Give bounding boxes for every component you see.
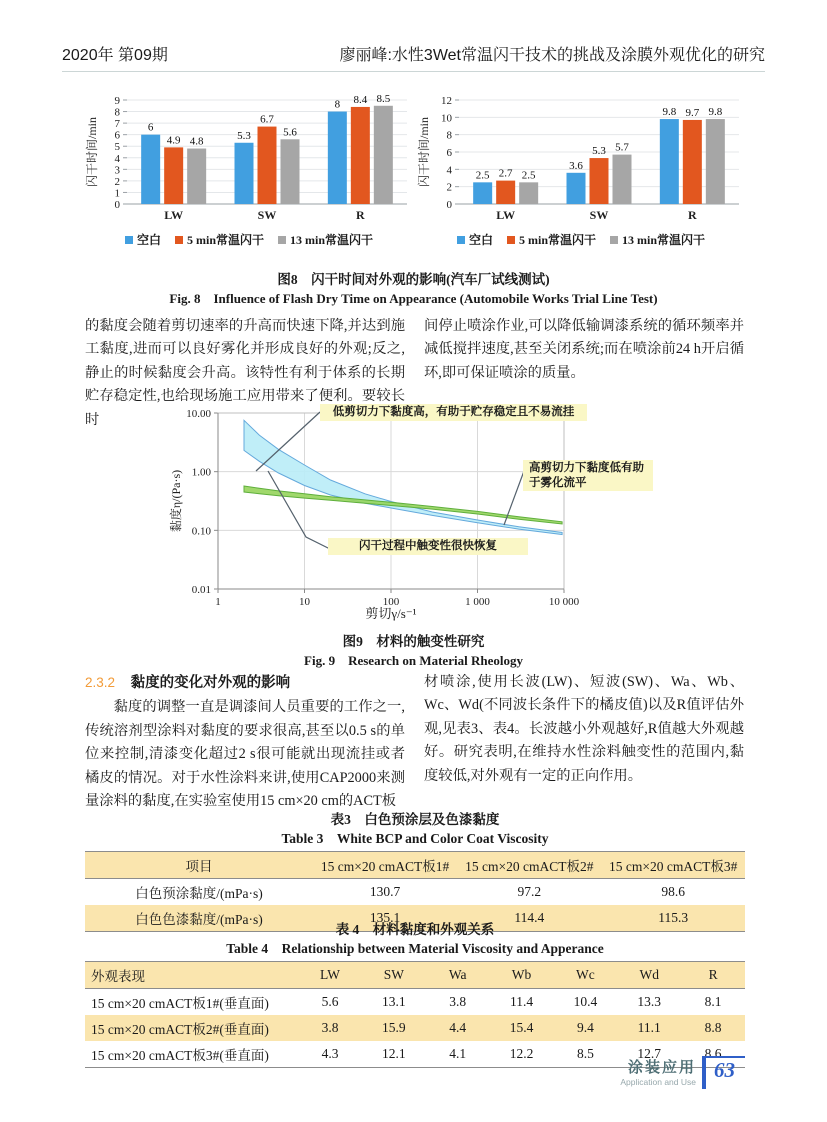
annotation-high-shear: 高剪切力下黏度低有助于雾化流平 <box>523 460 653 491</box>
section-right-text: 材喷涂,使用长波(LW)、短波(SW)、Wa、Wb、Wc、Wd(不同波长条件下的橘皮值)以及R值评估外观,见表3、表4。长波越小外观越好,R值越大外观越好。研究表明,在维持水性涂料触变性的范围内,黏度较低,对外观有一定的正向作用。 <box>424 674 744 784</box>
table4-title-zh: 表 4 材料黏度和外观关系 <box>335 922 495 937</box>
page-number-box <box>702 1056 745 1089</box>
table-header-cell: R <box>708 967 718 982</box>
table-header-cell: SW <box>383 967 404 982</box>
y-axis-label: 闪干时间/min <box>417 116 431 188</box>
y-axis-label: 黏度η/(Pa·s) <box>169 469 183 533</box>
running-title: 廖丽峰:水性3Wet常温闪干技术的挑战及涂膜外观优化的研究 <box>339 47 765 64</box>
table4-block <box>85 920 745 1068</box>
table-header-row <box>85 852 745 879</box>
bar <box>590 158 609 204</box>
bar-value-label: 2.5 <box>521 169 536 182</box>
table-cell: 12.1 <box>382 1046 406 1061</box>
bar <box>567 173 586 204</box>
bar-chart-left <box>85 84 413 248</box>
table-cell: 15 cm×20 cmACT板3#(垂直面) <box>91 1048 269 1063</box>
legend-item <box>125 231 161 248</box>
bar-value-label: 4.9 <box>166 134 181 147</box>
bar <box>187 149 206 204</box>
bar <box>473 182 492 204</box>
legend-swatch <box>125 236 133 244</box>
bar <box>683 120 702 204</box>
legend-label: 13 min常温闪干 <box>622 233 706 247</box>
table-header-cell: LW <box>320 967 340 982</box>
bar-chart-right <box>417 84 745 248</box>
table-cell: 白色色漆黏度/(mPa·s) <box>135 912 263 927</box>
y-tick-label: 8 <box>114 106 120 119</box>
chart-legend <box>417 231 745 248</box>
page-header <box>62 42 765 72</box>
section-left-text: 黏度的调整一直是调漆间人员重要的工作之一,传统溶剂型涂料对黏度的要求很高,甚至以0.5 s的单位来控制,清漆变化超过2 s很可能就出现流挂或者橘皮的情况。对于水性涂料来讲,使用CAP2000来测量涂料的黏度,在实验室使用15 cm×20 cm的ACT板 <box>85 699 405 810</box>
legend-item <box>175 231 264 248</box>
table-cell: 8.6 <box>704 1046 722 1061</box>
category-label: SW <box>589 208 609 222</box>
bar-value-label: 9.8 <box>708 106 723 119</box>
table-cell: 11.4 <box>509 994 534 1009</box>
bar-chart-left-svg <box>85 84 413 230</box>
bar-value-label: 5.6 <box>283 126 297 139</box>
bar-value-label: 6.7 <box>260 113 274 126</box>
y-tick-label: 8 <box>446 129 452 142</box>
table-cell: 4.1 <box>449 1046 467 1061</box>
table-cell: 130.7 <box>369 884 401 899</box>
category-label: R <box>687 208 697 222</box>
y-tick-label: 4 <box>114 152 120 165</box>
bar <box>519 182 538 204</box>
legend-label: 13 min常温闪干 <box>290 233 374 247</box>
annotation-recovery: 闪干过程中触变性很快恢复 <box>328 538 528 555</box>
table-cell: 3.8 <box>449 994 467 1009</box>
bar <box>351 107 370 204</box>
bar <box>281 139 300 204</box>
bar <box>164 147 183 204</box>
figure9-rheology-plot <box>168 403 670 628</box>
x-tick-label: 1 000 <box>465 596 490 608</box>
category-label: SW <box>257 208 277 222</box>
table-header-cell: 15 cm×20 cmACT板2# <box>465 859 594 874</box>
journal-issue: 2020年 第09期 <box>62 47 168 64</box>
paragraph-left: 的黏度会随着剪切速率的升高而快速下降,并达到施工黏度,进而可以良好雾化并形成良好的外观;反之,静止的时候黏度会升高。该特性有利于体系的长期贮存稳定性,也给现场施工应用带来了便利。要较长时 <box>85 318 405 428</box>
category-label: R <box>355 208 365 222</box>
section-2-3-2 <box>85 671 745 813</box>
bar <box>660 119 679 204</box>
legend-swatch <box>610 236 618 244</box>
table4-title-en: Table 4 Relationship between Material Viscosity and Apperance <box>226 941 604 956</box>
x-tick-label: 1 <box>215 596 221 608</box>
y-tick-label: 7 <box>114 118 120 131</box>
x-tick-label: 10 000 <box>548 596 580 608</box>
y-tick-label: 0 <box>446 199 452 211</box>
legend-label: 5 min常温闪干 <box>518 233 596 247</box>
legend-swatch <box>175 236 183 244</box>
table-cell: 15 cm×20 cmACT板2#(垂直面) <box>91 1022 269 1037</box>
y-tick-label: 0.10 <box>191 525 211 538</box>
table-header-cell: 项目 <box>185 859 213 874</box>
table-cell: 8.8 <box>704 1020 722 1035</box>
section-left-column <box>85 671 405 813</box>
y-tick-label: 1 <box>114 187 120 200</box>
rheology-svg <box>168 403 670 628</box>
table-cell: 98.6 <box>661 884 685 899</box>
y-tick-label: 0 <box>114 199 120 211</box>
bar <box>496 181 515 204</box>
page-footer <box>620 1056 745 1089</box>
chart-legend <box>85 231 413 248</box>
footer-section <box>620 1056 696 1087</box>
table-cell: 115.3 <box>658 910 689 925</box>
bar-value-label: 8 <box>334 98 341 111</box>
y-tick-label: 10.00 <box>186 408 211 420</box>
y-tick-label: 10 <box>441 112 452 125</box>
table-cell: 135.1 <box>369 910 401 925</box>
section-title: 黏度的变化对外观的影响 <box>130 675 291 691</box>
table-cell: 15.4 <box>509 1020 534 1035</box>
legend-item <box>507 231 596 248</box>
table-row <box>85 989 745 1016</box>
table-cell: 8.5 <box>576 1046 594 1061</box>
y-tick-label: 2 <box>114 175 120 188</box>
bar-value-label: 6 <box>147 121 154 134</box>
bar-chart-right-svg <box>417 84 745 230</box>
bar <box>706 119 725 204</box>
legend-item <box>610 231 705 248</box>
legend-label: 空白 <box>468 233 493 247</box>
table-cell: 8.1 <box>704 994 722 1009</box>
table-cell: 13.3 <box>637 994 662 1009</box>
table-header-cell: 外观表现 <box>91 969 145 984</box>
table-cell: 10.4 <box>573 994 598 1009</box>
y-tick-label: 2 <box>446 181 452 194</box>
y-tick-label: 5 <box>114 141 120 154</box>
y-tick-label: 4 <box>446 164 452 177</box>
table-row <box>85 879 745 906</box>
figure8-caption <box>0 268 827 307</box>
bar <box>328 112 347 204</box>
bar <box>374 106 393 204</box>
y-tick-label: 6 <box>114 129 120 142</box>
table-cell: 15 cm×20 cmACT板1#(垂直面) <box>91 996 269 1011</box>
legend-item <box>457 231 493 248</box>
paragraph-right: 间停止喷涂作业,可以降低输调漆系统的循环频率并减低搅拌速度,甚至关闭系统;而在喷涂前24 h开启循环,即可保证喷涂的质量。 <box>424 318 744 381</box>
legend-swatch <box>278 236 286 244</box>
bar-value-label: 2.7 <box>498 167 513 180</box>
x-tick-label: 10 <box>299 596 310 608</box>
figure8-caption-en: Fig. 8 Influence of Flash Dry Time on Appearance (Automobile Works Trial Line Test) <box>169 291 658 306</box>
table-cell: 11.1 <box>637 1020 661 1035</box>
table-row <box>85 1015 745 1041</box>
table-cell: 114.4 <box>514 910 545 925</box>
y-tick-label: 0.01 <box>191 584 211 596</box>
y-tick-label: 3 <box>114 164 120 177</box>
category-label: LW <box>164 208 184 222</box>
y-tick-label: 9 <box>114 95 120 107</box>
bar-value-label: 2.5 <box>475 169 490 182</box>
legend-label: 5 min常温闪干 <box>186 233 264 247</box>
figure8-charts <box>85 84 745 248</box>
section-heading <box>85 671 405 695</box>
table-cell: 4.3 <box>321 1046 339 1061</box>
figure9-caption-en: Fig. 9 Research on Material Rheology <box>304 653 523 668</box>
table-header-cell: Wd <box>639 967 659 982</box>
table-cell: 12.7 <box>637 1046 662 1061</box>
table3-title-en: Table 3 White BCP and Color Coat Viscosity <box>281 831 549 846</box>
figure8-caption-zh: 图8 闪干时间对外观的影响(汽车厂试线测试) <box>277 272 550 287</box>
table-header-cell: Wa <box>448 967 467 982</box>
table-cell: 13.1 <box>382 994 406 1009</box>
category-label: LW <box>496 208 516 222</box>
table-cell: 15.9 <box>382 1020 406 1035</box>
bar-value-label: 3.6 <box>569 159 583 172</box>
table-header-cell: 15 cm×20 cmACT板3# <box>609 859 738 874</box>
table-cell: 4.4 <box>449 1020 467 1035</box>
y-tick-label: 6 <box>446 147 452 159</box>
table-cell: 白色预涂黏度/(mPa·s) <box>135 886 263 901</box>
bar-value-label: 5.3 <box>237 129 251 142</box>
footer-section-zh: 涂装应用 <box>627 1060 696 1076</box>
table-header-cell: 15 cm×20 cmACT板1# <box>320 859 450 874</box>
table-header-cell: Wb <box>511 967 532 982</box>
table-cell: 12.2 <box>509 1046 534 1061</box>
legend-swatch <box>507 236 515 244</box>
annotation-low-shear: 低剪切力下黏度高，有助于贮存稳定且不易流挂 <box>320 404 587 421</box>
table-cell: 97.2 <box>517 884 542 899</box>
bar <box>141 135 160 204</box>
table3-title-zh: 表3 白色预涂层及色漆黏度 <box>330 812 500 827</box>
table-cell: 9.4 <box>576 1020 594 1035</box>
table-header-row <box>85 962 745 989</box>
bar-value-label: 4.8 <box>189 135 204 148</box>
bar-value-label: 5.3 <box>592 145 606 158</box>
legend-item <box>278 231 373 248</box>
bar <box>613 155 632 204</box>
figure9-caption-zh: 图9 材料的触变性研究 <box>342 634 485 649</box>
figure9-caption <box>0 630 827 669</box>
y-axis-label: 闪干时间/min <box>85 116 99 188</box>
bar <box>258 127 277 204</box>
x-tick-label: 100 <box>382 596 400 608</box>
bar-value-label: 8.5 <box>376 92 391 105</box>
footer-section-en: Application and Use <box>620 1077 696 1087</box>
table-header-cell: Wc <box>576 967 595 982</box>
bar-value-label: 5.7 <box>615 141 629 154</box>
y-tick-label: 1.00 <box>191 466 211 479</box>
table-cell: 3.8 <box>321 1020 339 1035</box>
viscosity-band <box>244 486 562 524</box>
bar-value-label: 9.8 <box>662 106 677 119</box>
y-tick-label: 12 <box>441 95 452 107</box>
bar-value-label: 9.7 <box>685 106 700 119</box>
table-cell: 5.6 <box>321 994 339 1009</box>
x-axis-label: 剪切γ/s⁻¹ <box>365 606 417 621</box>
section-number: 2.3.2 <box>85 675 116 690</box>
legend-swatch <box>457 236 465 244</box>
table4 <box>85 961 745 1068</box>
table3-block <box>85 810 745 932</box>
legend-label: 空白 <box>136 233 161 247</box>
bar <box>235 143 254 204</box>
bar-value-label: 8.4 <box>353 93 368 106</box>
page-number: 63 <box>714 1058 735 1082</box>
